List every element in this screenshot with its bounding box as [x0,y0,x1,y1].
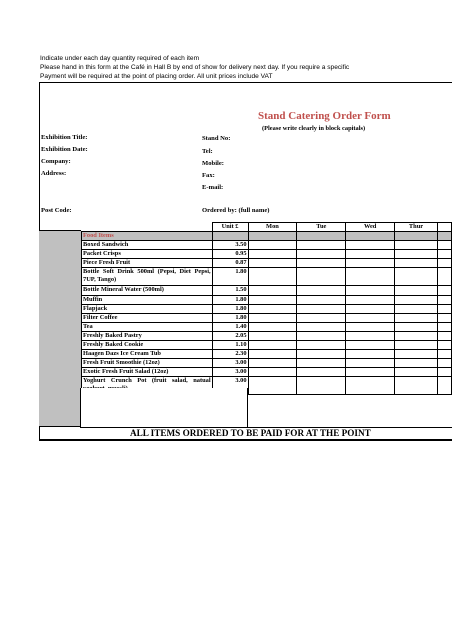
item-name: Packet Crisps [82,250,213,259]
quantity-cell-mon[interactable] [248,268,297,286]
item-price: 3.00 [212,377,248,395]
quantity-cell-mon[interactable] [248,304,297,313]
form-bottom-border [39,439,452,441]
item-price: 3.00 [212,359,248,368]
ordered-by-label: Ordered by: (full name) [202,207,270,214]
item-price: 1.80 [212,313,248,322]
quantity-cell-tue[interactable] [297,268,346,286]
table-row [82,322,452,331]
section-row [82,232,452,241]
item-price: 1.50 [212,286,248,295]
quantity-cell-wed[interactable] [346,322,395,331]
item-price: 1.80 [212,295,248,304]
thur-header: Thur [395,223,438,232]
quantity-cell-thur[interactable] [395,268,438,286]
quantity-cell-wed[interactable] [346,268,395,286]
quantity-cell-wed[interactable] [346,313,395,322]
table-row [82,250,452,259]
table-row [82,241,452,250]
quantity-cell-tue[interactable] [297,313,346,322]
table-row [82,341,452,350]
food-items-heading: Food Items [82,232,213,241]
item-price: 2.30 [212,350,248,359]
quantity-cell-tue[interactable] [297,368,346,377]
mon-header: Mon [248,223,297,232]
quantity-cell-thur[interactable] [395,359,438,368]
item-name: Filter Coffee [82,313,213,322]
quantity-cell-mon[interactable] [248,250,297,259]
instruction-note-3: Payment will be required at the point of placing order. All unit prices include VAT [40,73,273,80]
item-name: Piece Fresh Fruit [82,259,213,268]
quantity-cell-thur[interactable] [395,313,438,322]
table-row [82,350,452,359]
table-header-row [82,223,452,232]
quantity-cell-tue[interactable] [297,304,346,313]
quantity-cell-tue[interactable] [297,331,346,340]
unit-price-header: Unit £ [212,223,248,232]
quantity-cell-wed[interactable] [346,295,395,304]
quantity-cell-wed[interactable] [346,241,395,250]
quantity-cell-tue[interactable] [297,341,346,350]
form-subtitle: (Please write clearly in block capitals) [262,125,366,132]
fax-label: Fax: [202,172,215,179]
item-name: Exotic Fresh Fruit Salad (12oz) [82,368,213,377]
quantity-cell-tue[interactable] [297,259,346,268]
item-name: Freshly Baked Pastry [82,331,213,340]
company-label: Company: [41,158,71,165]
table-row [82,268,452,286]
item-name: Tea [82,322,213,331]
wed-header: Wed [346,223,395,232]
tue-header: Tue [297,223,346,232]
payment-footer: ALL ITEMS ORDERED TO BE PAID FOR AT THE POINT [130,428,371,438]
quantity-cell-tue[interactable] [297,322,346,331]
quantity-cell-thur[interactable] [395,341,438,350]
item-price: 2.05 [212,331,248,340]
item-name: Yoghurt Crunch Pot (fruit salad, natual [82,377,213,395]
quantity-cell-wed[interactable] [346,341,395,350]
quantity-cell-thur[interactable] [395,350,438,359]
item-name: Haagen Dazs Ice Cream Tub [82,350,213,359]
quantity-cell-tue[interactable] [297,350,346,359]
quantity-cell-tue[interactable] [297,377,346,395]
item-name: Boxed Sandwich [82,241,213,250]
item-name: Freshly Baked Cookie [82,341,213,350]
item-price: 0.95 [212,250,248,259]
form-title: Stand Catering Order Form [258,110,391,122]
address-label: Address: [41,170,67,177]
item-name: Fresh Fruit Smoothie (12oz) [82,359,213,368]
item-name: Bottle Soft Drink 500ml (Pepsi, Diet Pepsi, 7UP, Tango) [82,268,213,286]
quantity-cell-mon[interactable] [248,295,297,304]
quantity-cell-wed[interactable] [346,286,395,295]
quantity-cell-wed[interactable] [346,250,395,259]
item-name: Muffin [82,295,213,304]
quantity-cell-wed[interactable] [346,377,395,395]
item-name: Bottle Mineral Water (500ml) [82,286,213,295]
quantity-cell-wed[interactable] [346,331,395,340]
exhibition-title-label: Exhibition Title: [41,134,88,141]
quantity-cell-mon[interactable] [248,313,297,322]
table-row [82,259,452,268]
quantity-cell-mon[interactable] [248,350,297,359]
quantity-cell-mon[interactable] [248,359,297,368]
item-name: Flapjack [82,304,213,313]
quantity-cell-thur[interactable] [395,322,438,331]
item-price: 1.40 [212,322,248,331]
table-row [82,331,452,340]
order-table [81,222,452,395]
quantity-cell-mon[interactable] [248,368,297,377]
item-price: 3.50 [212,241,248,250]
quantity-cell-thur[interactable] [395,368,438,377]
quantity-cell-thur[interactable] [395,295,438,304]
post-code-label: Post Code: [41,207,72,214]
quantity-cell-thur[interactable] [395,250,438,259]
quantity-cell-thur[interactable] [395,377,438,395]
quantity-cell-mon[interactable] [248,286,297,295]
instruction-note-2: Please hand in this form at the Café in Hall B by end of show for delivery next day. If you require a specific [40,64,350,71]
table-row [82,359,452,368]
quantity-cell-wed[interactable] [346,259,395,268]
table-row [82,313,452,322]
quantity-cell-tue[interactable] [297,295,346,304]
mobile-label: Mobile: [202,160,224,167]
table-row [82,295,452,304]
quantity-cell-tue[interactable] [297,286,346,295]
item-price: 1.10 [212,341,248,350]
quantity-cell-wed[interactable] [346,359,395,368]
item-price: 1.80 [212,268,248,286]
quantity-cell-tue[interactable] [297,250,346,259]
item-price: 3.00 [212,368,248,377]
email-label: E-mail: [202,184,224,191]
quantity-cell-mon[interactable] [248,259,297,268]
quantity-cell-thur[interactable] [395,331,438,340]
quantity-cell-wed[interactable] [346,304,395,313]
quantity-cell-thur[interactable] [395,259,438,268]
quantity-cell-thur[interactable] [395,286,438,295]
quantity-cell-tue[interactable] [297,359,346,368]
instruction-note-1: Indicate under each day quantity required of each item [40,55,200,62]
quantity-cell-mon[interactable] [248,331,297,340]
quantity-cell-mon[interactable] [248,241,297,250]
quantity-cell-mon[interactable] [248,341,297,350]
quantity-cell-thur[interactable] [395,241,438,250]
left-margin-shade [39,230,81,427]
exhibition-date-label: Exhibition Date: [41,146,88,153]
quantity-cell-thur[interactable] [395,304,438,313]
table-row [82,368,452,377]
item-price: 0.87 [212,259,248,268]
tel-label: Tel: [202,148,213,155]
quantity-cell-mon[interactable] [248,377,297,395]
stand-no-label: Stand No: [202,135,231,142]
quantity-cell-mon[interactable] [248,322,297,331]
item-price: 1.80 [212,304,248,313]
table-row [82,304,452,313]
quantity-cell-tue[interactable] [297,241,346,250]
table-row [82,286,452,295]
quantity-cell-wed[interactable] [346,368,395,377]
quantity-cell-wed[interactable] [346,350,395,359]
